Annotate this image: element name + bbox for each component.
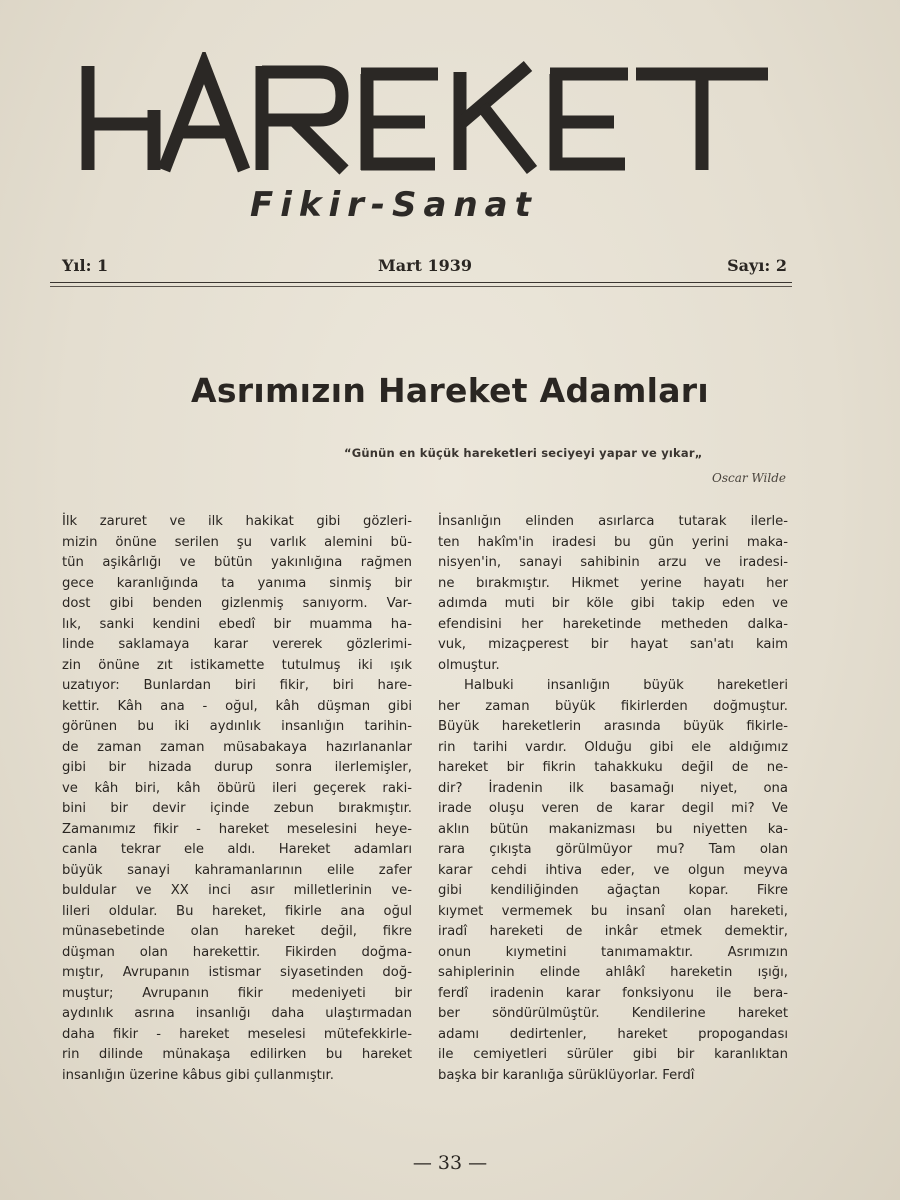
text-line: başka bir karanlığa sürüklüyorlar. Ferdî — [438, 1067, 695, 1083]
text-line: muştur; Avrupanın fikir medeniyeti bir — [62, 985, 412, 1001]
text-line: linde saklamaya karar vererek gözlerimi- — [62, 637, 412, 652]
text-line: düşman olan harekettir. Fikirden doğma- — [62, 944, 412, 960]
text-line: İnsanlığın elinden asırlarca tutarak ilerle- — [438, 514, 788, 529]
text-line: buldular ve XX inci asır milletlerinin ve- — [62, 883, 412, 898]
text-line: hareket bir fikrin tahakkuku değil de ne- — [438, 760, 788, 775]
text-line: rara çıkışta görülmüyor mu? Tam olan — [438, 842, 788, 857]
text-line: kettir. Kâh ana - oğul, kâh düşman gibi — [62, 698, 412, 714]
page-number: — 33 — — [412, 1152, 488, 1174]
text-line: rin tarihi vardır. Olduğu gibi ele aldığımız — [438, 739, 788, 755]
text-line: canla tekrar ele aldı. Hareket adamları — [62, 842, 412, 857]
text-line: ile cemiyetleri sürüler gibi bir karanlıktan — [438, 1047, 788, 1062]
text-line: karar cehdi ihtiva eder, ve olgun meyva — [438, 862, 788, 878]
header-divider-secondary — [50, 286, 792, 287]
epigraph-author: Oscar Wilde — [711, 471, 786, 485]
header-divider — [50, 282, 792, 283]
text-line: efendisini her hareketinde metheden dalka- — [438, 616, 788, 632]
text-line: gibi kendiliğinden ağaçtan kopar. Fikre — [438, 883, 788, 898]
text-line: onun kıymetini tanımamaktır. Asrımızın — [438, 944, 788, 960]
text-line: bini bir devir içinde zebun bırakmıştır. — [62, 801, 412, 816]
text-line: mizin önüne serilen şu varlık alemini bü- — [62, 534, 412, 550]
masthead-title-graphic — [80, 52, 770, 182]
text-line: Büyük hareketlerin arasında büyük fikirle- — [438, 719, 788, 734]
text-line: kıymet vermemek bu insanî olan hareketi, — [438, 903, 788, 919]
text-line: görünen bu iki aydınlık insanlığın tarihin- — [62, 719, 412, 734]
left-text-column — [62, 512, 412, 1086]
right-text-column — [438, 512, 788, 1086]
text-line: olmuştur. — [438, 657, 500, 673]
text-line: her zaman büyük fikirlerden doğmuştur. — [438, 698, 788, 714]
masthead-subtitle: Fikir-Sanat — [250, 185, 538, 225]
issue-date: Mart 1939 — [378, 256, 472, 275]
text-line: uzatıyor: Bunlardan biri fikir, biri hare- — [62, 678, 412, 693]
issue-year: Yıl: 1 — [62, 256, 109, 275]
text-line: gibi bir hizada durup sonra ilerlemişler, — [62, 760, 412, 775]
text-line: Zamanımız fikir - hareket meselesini heye- — [62, 821, 412, 837]
text-line: rin dilinde münakaşa edilirken bu hareket — [62, 1047, 412, 1062]
text-line: adımda muti bir köle gibi takip eden ve — [438, 596, 788, 611]
issue-info-row — [62, 256, 787, 280]
text-line: ne bırakmıştır. Hikmet yerine hayatı her — [438, 575, 788, 591]
text-line: zin önüne zıt istikamette tutulmuş iki ışık — [62, 657, 412, 673]
article-title: Asrımızın Hareket Adamları — [191, 371, 709, 410]
text-line: ferdî iradenin karar fonksiyonu ile bera- — [438, 985, 788, 1001]
text-line: lileri oldular. Bu hareket, fikirle ana oğul — [62, 903, 412, 919]
text-line: vuk, mizaçperest bir hayat san'atı kaim — [438, 637, 788, 652]
text-line: Halbuki insanlığın büyük hareketleri — [464, 678, 788, 693]
text-line: münasebetinde olan hareket değil, fikre — [62, 924, 412, 939]
text-line: daha fikir - hareket meselesi mütefekkirle- — [62, 1026, 412, 1042]
text-line: aklın bütün makanizması bu niyetten ka- — [438, 821, 788, 837]
issue-number: Sayı: 2 — [727, 256, 787, 275]
text-line: büyük sanayi kahramanlarının elile zafer — [62, 862, 412, 878]
text-line: adamı dedirtenler, hareket propogandası — [438, 1026, 788, 1042]
text-line: tün aşikârlığı ve bütün yakınlığına rağmen — [62, 555, 412, 570]
text-line: sahiplerinin elinde ahlâkî hareketin ışığı, — [438, 965, 788, 980]
text-line: insanlığın üzerine kâbus gibi çullanmıştır. — [62, 1067, 334, 1083]
text-line: ber söndürülmüştür. Kendilerine hareket — [438, 1006, 788, 1021]
text-line: dost gibi benden gizlenmiş sanıyorm. Var- — [62, 596, 412, 611]
text-line: nisyen'in, sanayi sahibinin arzu ve iradesi- — [438, 555, 788, 570]
text-line: ten hakîm'in iradesi bu gün yerini maka- — [438, 534, 788, 550]
text-line: mıştır, Avrupanın istismar siyasetinden doğ- — [62, 965, 412, 980]
text-line: ve kâh biri, kâh öbürü ileri geçerek raki- — [62, 780, 412, 796]
text-line: iradî hareketi de inkâr etmek demektir, — [438, 924, 788, 939]
text-line: aydınlık asrına insanlığı daha ulaştırmadan — [62, 1006, 412, 1021]
text-line: gece karanlığında ta yanıma sinmiş bir — [62, 575, 412, 591]
text-line: de zaman zaman müsabakaya hazırlananlar — [62, 739, 412, 755]
text-line: dir? İradenin ilk basamağı niyet, ona — [438, 780, 788, 796]
text-line: İlk zaruret ve ilk hakikat gibi gözleri- — [62, 514, 412, 529]
masthead-logo — [80, 52, 770, 182]
text-line: lık, sanki kendini ebedî bir muamma ha- — [62, 616, 412, 632]
epigraph-quote: “Günün en küçük hareketleri seciyeyi yapar ve yıkar„ — [344, 446, 703, 460]
text-line: irade oluşu veren de karar degil mi? Ve — [438, 801, 788, 816]
